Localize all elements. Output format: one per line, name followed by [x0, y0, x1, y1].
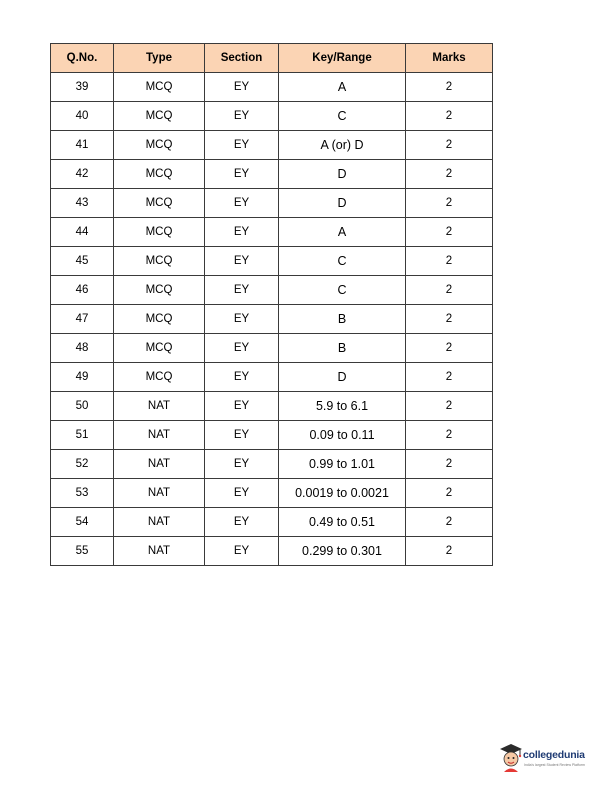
cell-qno: 53	[51, 479, 114, 508]
cell-type: NAT	[114, 421, 205, 450]
table-row	[51, 537, 493, 566]
table-row	[51, 73, 493, 102]
cell-marks: 2	[406, 450, 493, 479]
cell-type: NAT	[114, 479, 205, 508]
cell-marks: 2	[406, 189, 493, 218]
cell-marks: 2	[406, 276, 493, 305]
answer-key-table	[50, 43, 493, 566]
cell-marks: 2	[406, 334, 493, 363]
cell-qno: 41	[51, 131, 114, 160]
cell-section: EY	[205, 102, 279, 131]
cell-key-range: B	[279, 305, 406, 334]
cell-section: EY	[205, 131, 279, 160]
cell-key-range: 0.299 to 0.301	[279, 537, 406, 566]
cell-section: EY	[205, 247, 279, 276]
cell-qno: 45	[51, 247, 114, 276]
cell-qno: 43	[51, 189, 114, 218]
cell-marks: 2	[406, 73, 493, 102]
graduate-mascot-icon	[499, 743, 523, 773]
cell-qno: 48	[51, 334, 114, 363]
table-row	[51, 131, 493, 160]
cell-type: MCQ	[114, 247, 205, 276]
header-key-range: Key/Range	[279, 44, 406, 73]
cell-qno: 39	[51, 73, 114, 102]
cell-qno: 47	[51, 305, 114, 334]
cell-section: EY	[205, 189, 279, 218]
logo-tagline: India's largest Student Review Platform	[524, 763, 585, 767]
table-row	[51, 334, 493, 363]
cell-section: EY	[205, 537, 279, 566]
cell-qno: 51	[51, 421, 114, 450]
cell-marks: 2	[406, 247, 493, 276]
cell-key-range: 0.49 to 0.51	[279, 508, 406, 537]
table-row	[51, 305, 493, 334]
header-marks: Marks	[406, 44, 493, 73]
cell-section: EY	[205, 276, 279, 305]
table-row	[51, 160, 493, 189]
cell-key-range: 0.0019 to 0.0021	[279, 479, 406, 508]
cell-key-range: 5.9 to 6.1	[279, 392, 406, 421]
cell-qno: 52	[51, 450, 114, 479]
table-row	[51, 421, 493, 450]
cell-marks: 2	[406, 218, 493, 247]
cell-key-range: B	[279, 334, 406, 363]
table-row	[51, 218, 493, 247]
cell-marks: 2	[406, 479, 493, 508]
cell-key-range: A (or) D	[279, 131, 406, 160]
header-type: Type	[114, 44, 205, 73]
cell-section: EY	[205, 160, 279, 189]
cell-key-range: 0.99 to 1.01	[279, 450, 406, 479]
cell-qno: 46	[51, 276, 114, 305]
cell-marks: 2	[406, 305, 493, 334]
cell-key-range: D	[279, 189, 406, 218]
cell-type: NAT	[114, 450, 205, 479]
cell-key-range: C	[279, 247, 406, 276]
cell-type: MCQ	[114, 131, 205, 160]
cell-qno: 54	[51, 508, 114, 537]
cell-section: EY	[205, 479, 279, 508]
cell-section: EY	[205, 73, 279, 102]
table-row	[51, 508, 493, 537]
cell-type: MCQ	[114, 305, 205, 334]
cell-type: NAT	[114, 508, 205, 537]
table-row	[51, 479, 493, 508]
header-qno: Q.No.	[51, 44, 114, 73]
table-row	[51, 189, 493, 218]
cell-type: MCQ	[114, 363, 205, 392]
cell-section: EY	[205, 508, 279, 537]
cell-qno: 40	[51, 102, 114, 131]
cell-marks: 2	[406, 363, 493, 392]
cell-marks: 2	[406, 102, 493, 131]
cell-marks: 2	[406, 131, 493, 160]
cell-type: MCQ	[114, 102, 205, 131]
table-header-row	[51, 44, 493, 73]
header-section: Section	[205, 44, 279, 73]
cell-marks: 2	[406, 392, 493, 421]
cell-type: NAT	[114, 392, 205, 421]
cell-type: NAT	[114, 537, 205, 566]
table-row	[51, 363, 493, 392]
collegedunia-logo	[497, 741, 597, 777]
cell-qno: 42	[51, 160, 114, 189]
table-row	[51, 247, 493, 276]
cell-section: EY	[205, 363, 279, 392]
cell-marks: 2	[406, 160, 493, 189]
cell-section: EY	[205, 392, 279, 421]
cell-key-range: C	[279, 276, 406, 305]
cell-key-range: C	[279, 102, 406, 131]
cell-type: MCQ	[114, 276, 205, 305]
cell-type: MCQ	[114, 189, 205, 218]
logo-brand-text: collegedunia	[523, 749, 585, 761]
cell-qno: 44	[51, 218, 114, 247]
cell-marks: 2	[406, 508, 493, 537]
table-row	[51, 276, 493, 305]
table-row	[51, 392, 493, 421]
cell-type: MCQ	[114, 73, 205, 102]
cell-section: EY	[205, 421, 279, 450]
cell-key-range: A	[279, 218, 406, 247]
cell-section: EY	[205, 450, 279, 479]
cell-marks: 2	[406, 421, 493, 450]
cell-qno: 55	[51, 537, 114, 566]
table-row	[51, 102, 493, 131]
cell-section: EY	[205, 334, 279, 363]
cell-type: MCQ	[114, 218, 205, 247]
cell-marks: 2	[406, 537, 493, 566]
cell-qno: 50	[51, 392, 114, 421]
cell-qno: 49	[51, 363, 114, 392]
cell-section: EY	[205, 218, 279, 247]
table-row	[51, 450, 493, 479]
cell-key-range: D	[279, 363, 406, 392]
cell-key-range: 0.09 to 0.11	[279, 421, 406, 450]
cell-type: MCQ	[114, 160, 205, 189]
cell-key-range: A	[279, 73, 406, 102]
cell-key-range: D	[279, 160, 406, 189]
cell-section: EY	[205, 305, 279, 334]
cell-type: MCQ	[114, 334, 205, 363]
